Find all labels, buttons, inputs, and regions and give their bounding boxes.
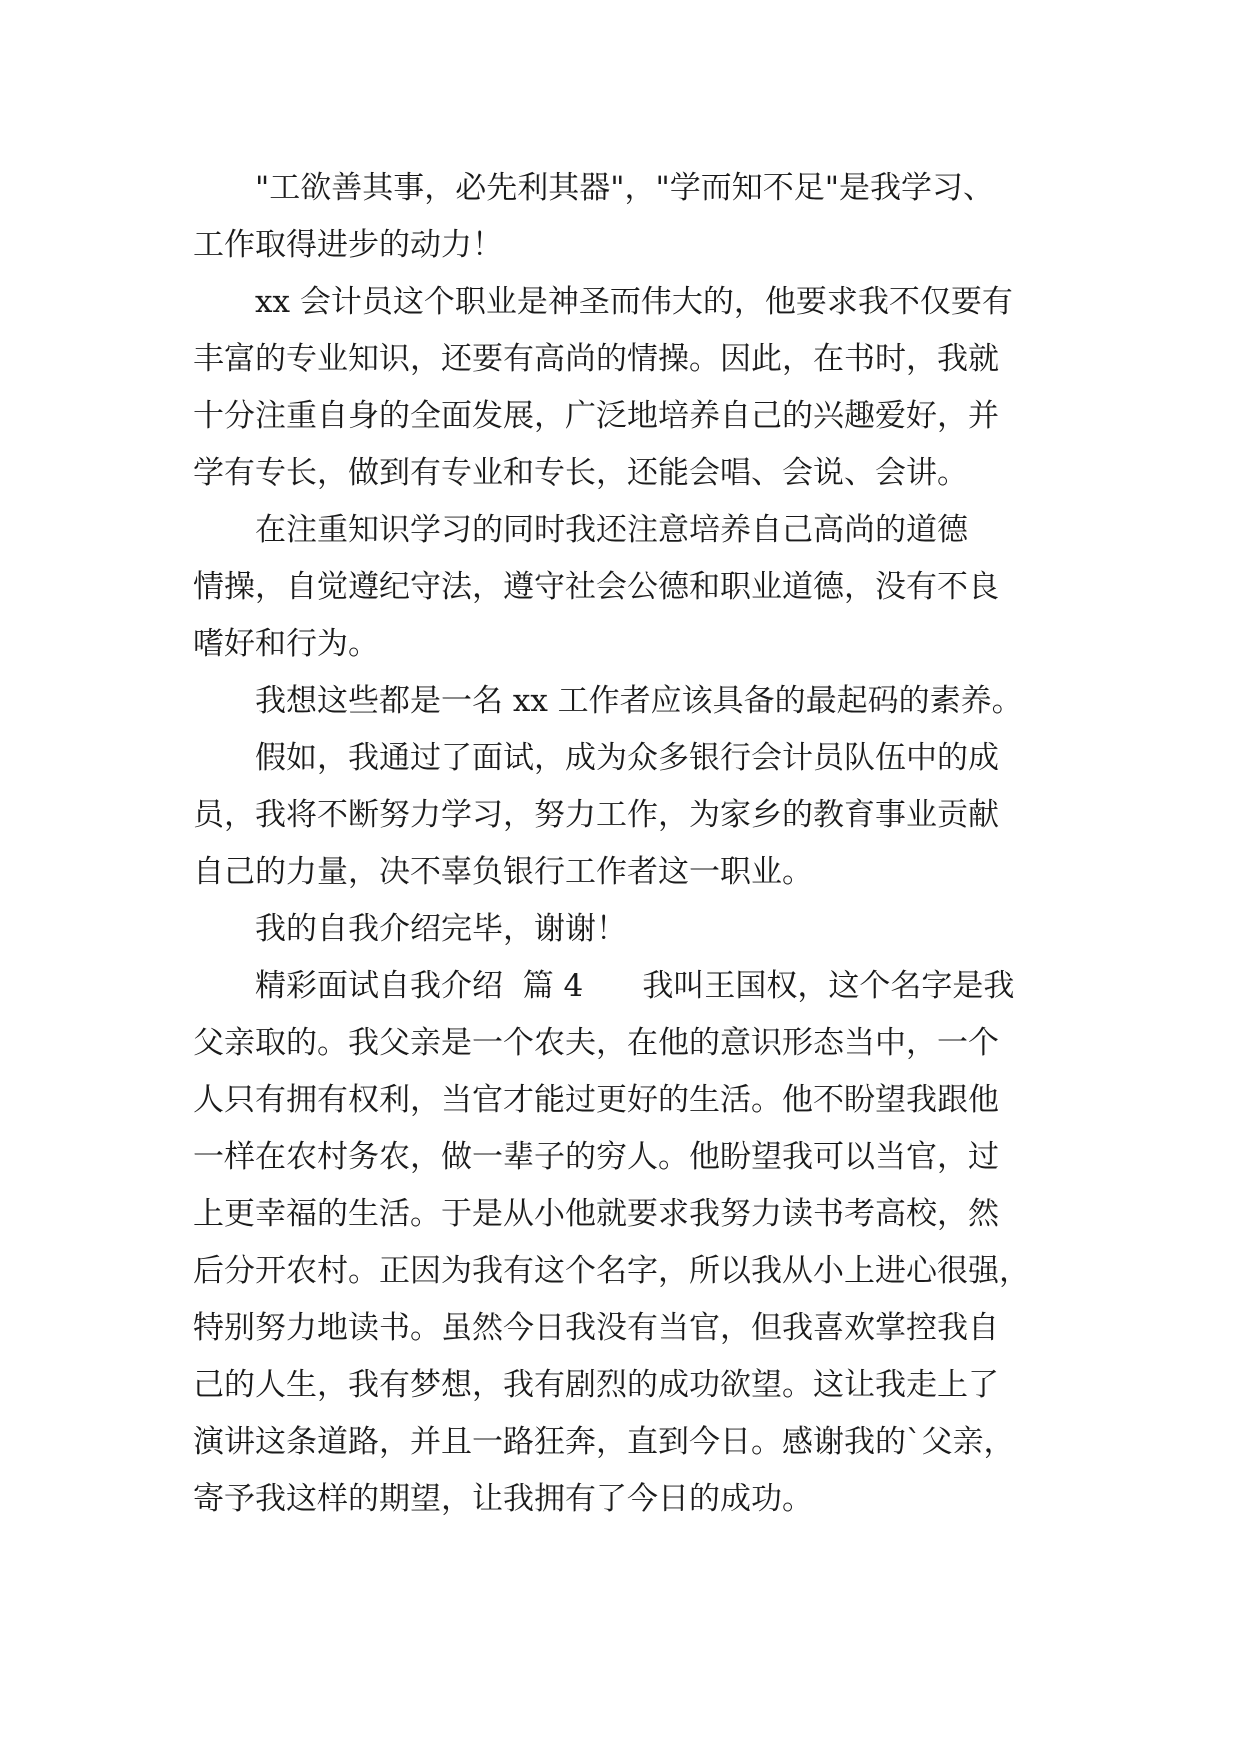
text-line: 在注重知识学习的同时我还注意培养自己高尚的道德 [255, 512, 968, 548]
text-line: 寄予我这样的期望，让我拥有了今日的成功。 [193, 1481, 813, 1517]
text-line: 员，我将不断努力学习，努力工作，为家乡的教育事业贡献 [193, 797, 999, 833]
text-line: 学有专长，做到有专业和专长，还能会唱、会说、会讲。 [193, 455, 968, 491]
text-line: 工作取得进步的动力！ [193, 227, 503, 263]
text-line: 上更幸福的生活。于是从小他就要求我努力读书考高校，然 [193, 1196, 999, 1232]
section-heading-line: 精彩面试自我介绍 篇 4 我叫王国权，这个名字是我 [255, 968, 1015, 1004]
text-line: 自己的力量，决不辜负银行工作者这一职业。 [193, 854, 813, 890]
text-line: xx 会计员这个职业是神圣而伟大的，他要求我不仅要有 [255, 284, 1013, 320]
text-line: 情操，自觉遵纪守法，遵守社会公德和职业道德，没有不良 [193, 569, 999, 605]
text-line: 一样在农村务农，做一辈子的穷人。他盼望我可以当官，过 [193, 1139, 999, 1175]
text-line: 演讲这条道路，并且一路狂奔，直到今日。感谢我的`父亲， [193, 1424, 1015, 1460]
text-line: 嗜好和行为。 [193, 626, 379, 662]
text-line: 假如，我通过了面试，成为众多银行会计员队伍中的成 [255, 740, 999, 776]
text-line: "工欲善其事，必先利其器"，"学而知不足"是我学习、 [255, 170, 995, 206]
text-line: 人只有拥有权利，当官才能过更好的生活。他不盼望我跟他 [193, 1082, 999, 1118]
text-line: 己的人生，我有梦想，我有剧烈的成功欲望。这让我走上了 [193, 1367, 999, 1403]
document-body [193, 160, 1065, 1528]
text-line: 特别努力地读书。虽然今日我没有当官，但我喜欢掌控我自 [193, 1310, 999, 1346]
text-line: 我的自我介绍完毕，谢谢！ [255, 911, 627, 947]
text-line: 我想这些都是一名 xx 工作者应该具备的最起码的素养。 [255, 683, 1023, 719]
text-line: 后分开农村。正因为我有这个名字，所以我从小上进心很强， [193, 1253, 1030, 1289]
text-line: 父亲取的。我父亲是一个农夫，在他的意识形态当中，一个 [193, 1025, 999, 1061]
text-line: 十分注重自身的全面发展，广泛地培养自己的兴趣爱好，并 [193, 398, 999, 434]
text-line: 丰富的专业知识，还要有高尚的情操。因此，在书时，我就 [193, 341, 999, 377]
